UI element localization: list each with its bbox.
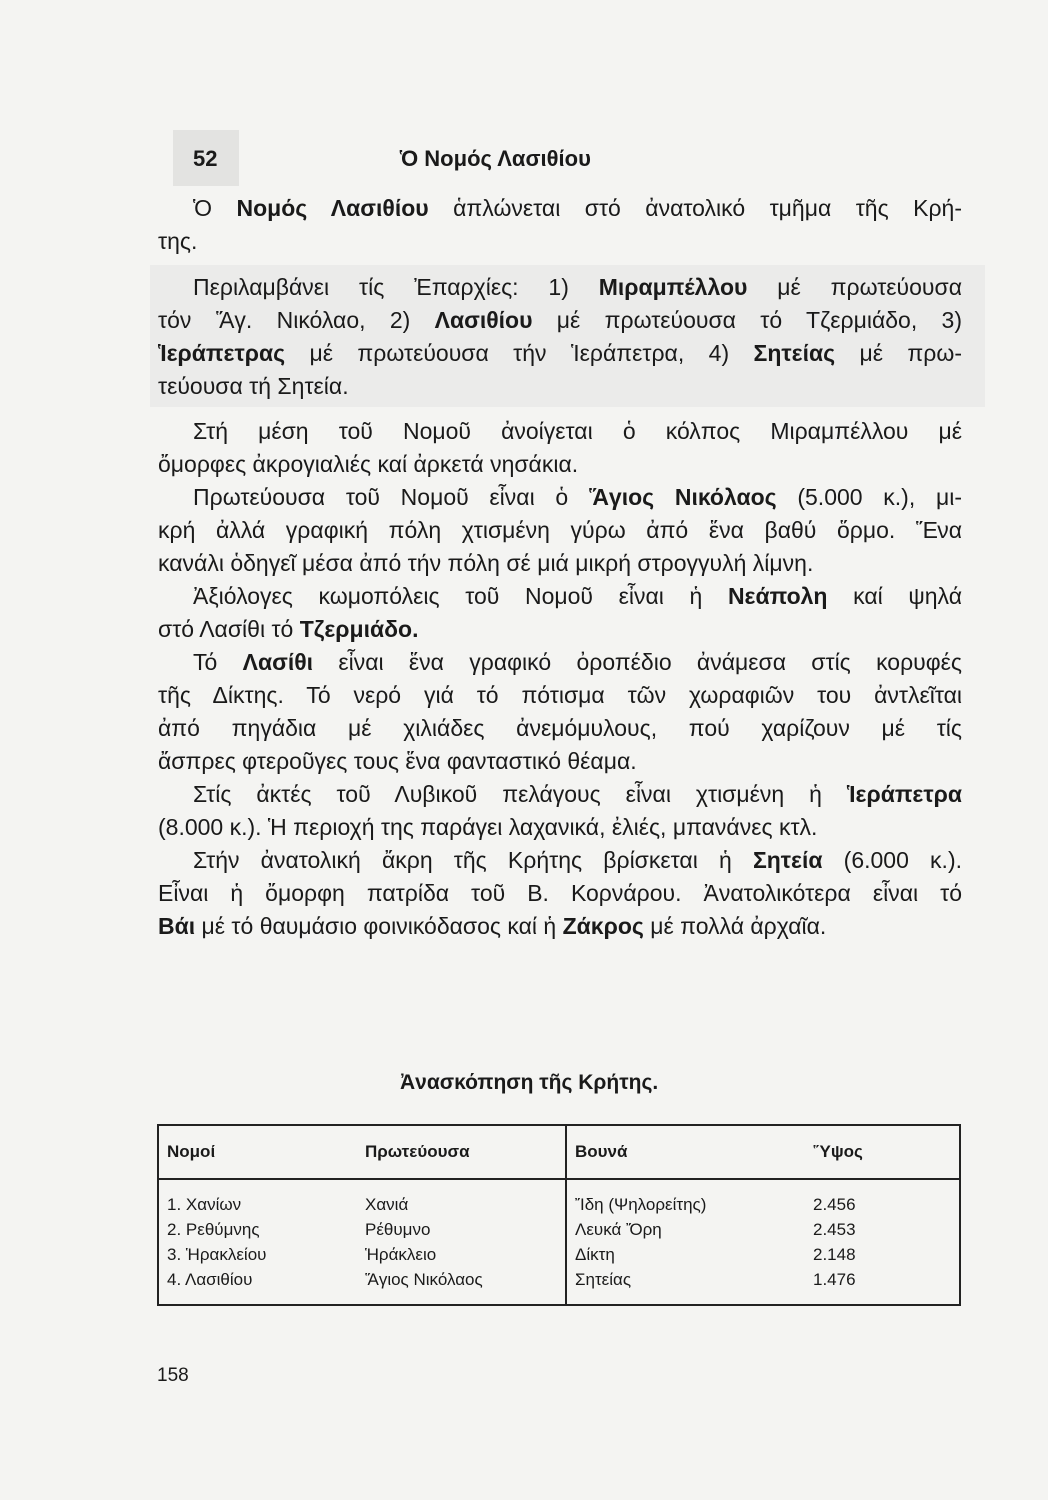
table-row xyxy=(158,1242,960,1267)
text-segment: (8.000 κ.). Ἡ περιοχή της παράγει λαχανικά, ἐλιές, μπανάνες κτλ. xyxy=(158,814,818,840)
text-segment: μέ πρωτεύουσα xyxy=(747,274,962,300)
text-line xyxy=(158,746,962,776)
table-cell: 2.148 xyxy=(813,1244,856,1264)
text-line xyxy=(158,305,962,335)
bold-term: Ζάκρος xyxy=(562,913,644,939)
text-segment: τόν Ἅγ. Νικόλαο, 2) xyxy=(158,307,435,333)
text-line xyxy=(158,371,962,401)
text-segment: τεύουσα τή Σητεία. xyxy=(158,373,349,399)
review-heading: Ἀνασκόπηση τῆς Κρήτης. xyxy=(400,1071,659,1094)
text-line xyxy=(158,614,962,644)
text-line xyxy=(193,272,962,302)
text-segment: Στήν ἀνατολική ἄκρη τῆς Κρήτης βρίσκεται ἡ xyxy=(193,847,753,873)
table-row xyxy=(158,1267,960,1305)
text-line xyxy=(158,548,962,578)
table-cell: 4. Λασιθίου xyxy=(167,1269,253,1289)
section-number: 52 xyxy=(193,146,218,171)
text-line xyxy=(158,878,962,908)
bold-term: Ἱεράπετρας xyxy=(158,340,286,366)
table-cell: Ἡράκλειο xyxy=(357,1242,566,1267)
text-segment: τῆς Δίκτης. Τό νερό γιά τό πότισμα τῶν χωραφιῶν του ἀντλεῖται xyxy=(158,682,962,708)
bold-term: Ἱεράπετρα xyxy=(846,781,962,807)
text-segment: Περιλαμβάνει τίς Ἐπαρχίες: 1) xyxy=(193,274,599,300)
table-cell: Δίκτη xyxy=(575,1244,615,1264)
text-segment: κανάλι ὁδηγεῖ μέσα ἀπό τήν πόλη σέ μιά μικρή στρογγυλή λίμνη. xyxy=(158,550,814,576)
bold-term: Τζερμιάδο. xyxy=(299,616,419,642)
text-segment: στό Λασίθι τό xyxy=(158,616,300,642)
text-line xyxy=(158,680,962,710)
table-cell: 1.476 xyxy=(813,1269,856,1289)
text-segment: Εἶναι ἡ ὄμορφη πατρίδα τοῦ Β. Κορνάρου. Ἀνατολικότερα εἶναι τό xyxy=(158,880,962,906)
bold-term: Νεάπολη xyxy=(727,583,828,609)
text-segment: Τό xyxy=(193,649,243,675)
review-table xyxy=(157,1124,961,1306)
table-cell: Ἴδη (Ψηλορείτης) xyxy=(575,1194,707,1214)
bold-term: Μιραμπέλλου xyxy=(598,274,748,300)
text-line xyxy=(158,338,962,368)
table-cell: Λευκά Ὄρη xyxy=(575,1219,662,1239)
text-line xyxy=(193,845,962,875)
table-header-row xyxy=(158,1125,960,1179)
text-segment: καί ψηλά xyxy=(827,583,962,609)
text-segment: μέ πρω- xyxy=(835,340,962,366)
text-segment: ἄσπρες φτεροῦγες τους ἕνα φανταστικό θέαμα. xyxy=(158,748,637,774)
text-segment: Στή μέση τοῦ Νομοῦ ἀνοίγεται ὁ κόλπος Μιραμπέλλου μέ xyxy=(193,418,962,444)
bold-term: Λασιθίου xyxy=(434,307,533,333)
text-line xyxy=(193,193,962,223)
text-segment: της. xyxy=(158,228,198,254)
text-segment: Ὁ xyxy=(193,195,237,221)
column-header: Βουνά xyxy=(566,1125,805,1179)
column-header: Νομοί xyxy=(158,1125,357,1179)
text-line xyxy=(193,647,962,677)
text-segment: εἶναι ἕνα γραφικό ὀροπέδιο ἀνάμεσα στίς κορυφές xyxy=(313,649,962,675)
text-line xyxy=(158,515,962,545)
table-cell: 3. Ἡρακλείου xyxy=(167,1244,267,1264)
text-line xyxy=(193,779,962,809)
bold-term: Ἅγιος Νικόλαος xyxy=(588,484,777,510)
page-number: 158 xyxy=(157,1365,189,1386)
table-cell: Ἅγιος Νικόλαος xyxy=(357,1267,566,1305)
column-header: Ὕψος xyxy=(805,1125,960,1179)
table-cell: Σητείας xyxy=(575,1269,632,1289)
text-segment: (5.000 κ.), μι- xyxy=(776,484,962,510)
table-row xyxy=(158,1217,960,1242)
text-segment: μέ πρωτεύουσα τήν Ἱεράπετρα, 4) xyxy=(285,340,754,366)
bold-term: Νομός Λασιθίου xyxy=(236,195,429,221)
page-title: Ὁ Νομός Λασιθίου xyxy=(400,146,591,171)
text-line xyxy=(193,482,962,512)
text-segment: μέ πολλά ἀρχαῖα. xyxy=(643,913,827,939)
bold-term: Σητείας xyxy=(753,340,836,366)
table-cell: 2. Ρεθύμνης xyxy=(167,1219,260,1239)
table-row xyxy=(158,1179,960,1217)
text-segment: μέ τό θαυμάσιο φοινικόδασος καί ἡ xyxy=(195,913,563,939)
text-segment: ὄμορφες ἀκρογιαλιές καί ἀρκετά νησάκια. xyxy=(158,451,579,477)
table-cell: Ρέθυμνο xyxy=(357,1217,566,1242)
text-segment: (6.000 κ.). xyxy=(822,847,962,873)
table-cell: 2.453 xyxy=(813,1219,856,1239)
text-line xyxy=(158,449,962,479)
text-line xyxy=(193,581,962,611)
text-segment: Πρωτεύουσα τοῦ Νομοῦ εἶναι ὁ xyxy=(193,484,589,510)
text-segment: ἁπλώνεται στό ἀνατολικό τμῆμα τῆς Κρή- xyxy=(428,195,962,221)
table-cell: 2.456 xyxy=(813,1194,856,1214)
text-line xyxy=(158,812,962,842)
bold-term: Σητεία xyxy=(752,847,823,873)
text-segment: Ἀξιόλογες κωμοπόλεις τοῦ Νομοῦ εἶναι ἡ xyxy=(193,583,728,609)
text-segment: ἀπό πηγάδια μέ χιλιάδες ἀνεμόμυλους, πού χαρίζουν μέ τίς xyxy=(158,715,962,741)
table-cell: 1. Χανίων xyxy=(167,1194,242,1214)
table-cell: Χανιά xyxy=(357,1179,566,1217)
bold-term: Βάι xyxy=(158,913,196,939)
bold-term: Λασίθι xyxy=(242,649,314,675)
text-line xyxy=(158,911,962,941)
text-line xyxy=(158,226,962,256)
text-line xyxy=(193,416,962,446)
text-segment: μέ πρωτεύουσα τό Τζερμιάδο, 3) xyxy=(532,307,962,333)
text-line xyxy=(158,713,962,743)
text-segment: κρή ἀλλά γραφική πόλη χτισμένη γύρω ἀπό ἕνα βαθύ ὅρμο. Ἕνα xyxy=(158,517,962,543)
text-segment: Στίς ἀκτές τοῦ Λυβικοῦ πελάγους εἶναι χτισμένη ἡ xyxy=(193,781,847,807)
column-header: Πρωτεύουσα xyxy=(357,1125,566,1179)
